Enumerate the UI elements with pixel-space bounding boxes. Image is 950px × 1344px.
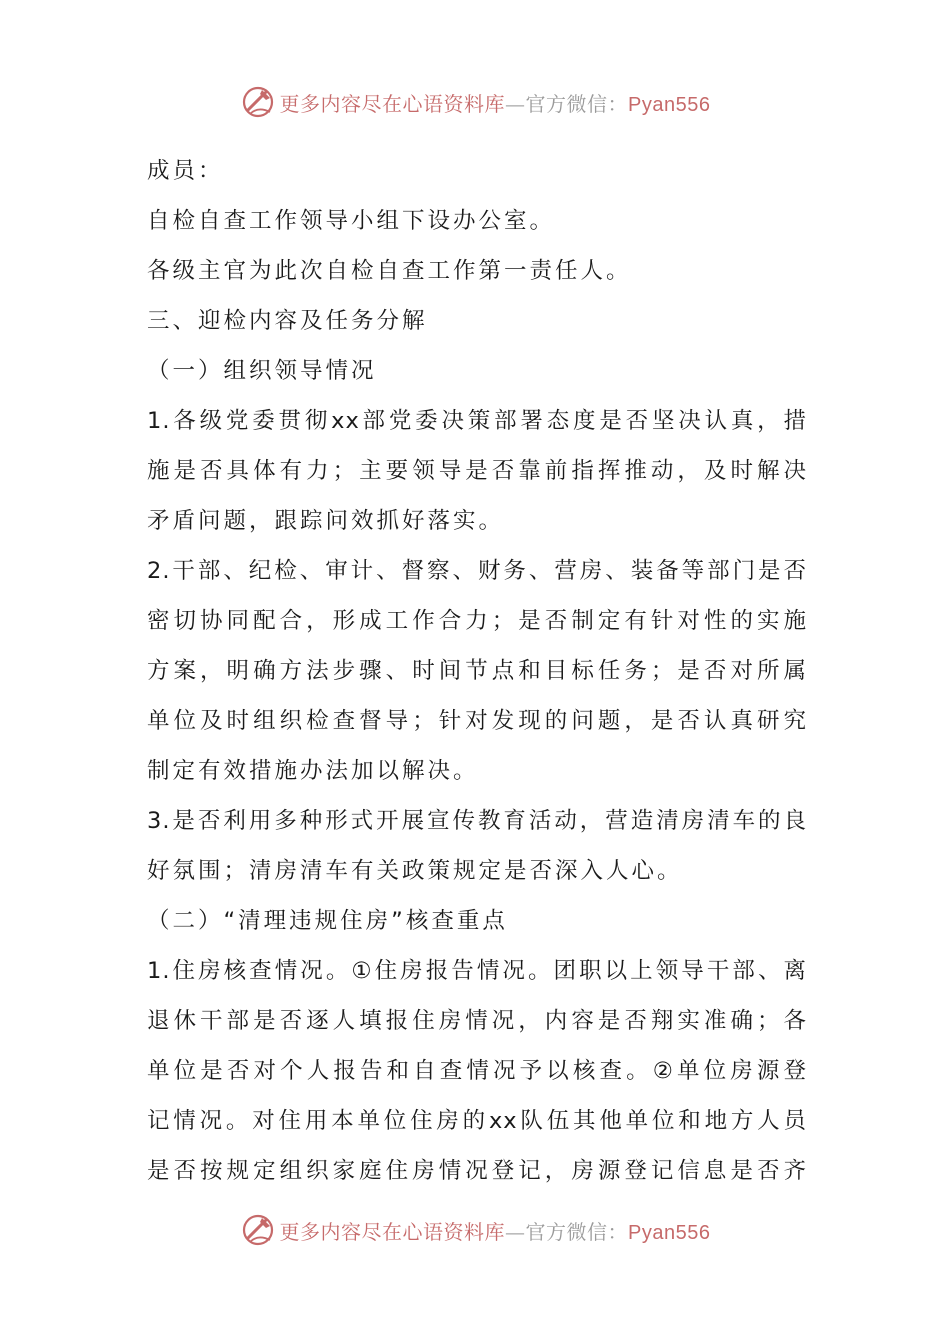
pen-logo-icon: [240, 1212, 276, 1248]
text-line: 自检自查工作领导小组下设办公室。: [147, 208, 556, 234]
text-line: 方案，明确方法步骤、时间节点和目标任务；是否对所属: [147, 658, 807, 684]
header-watermark: [0, 80, 950, 124]
document-body: [147, 146, 807, 1196]
text-line: 制定有效措施办法加以解决。: [147, 758, 479, 784]
text-line: 施是否具体有力；主要领导是否靠前指挥推动，及时解决: [147, 458, 807, 484]
watermark-label: 官方微信：: [525, 1219, 629, 1244]
text-line: 各级主官为此次自检自查工作第一责任人。: [147, 258, 632, 284]
footer-watermark: [0, 1208, 950, 1252]
watermark-dash: —: [505, 91, 526, 116]
text-line: 1.各级党委贯彻xx部党委决策部署态度是否坚决认真，措: [147, 408, 807, 434]
text-line: 好氛围；清房清车有关政策规定是否深入人心。: [147, 858, 683, 884]
text-line: 单位及时组织检查督导；针对发现的问题，是否认真研究: [147, 708, 807, 734]
watermark-text: [280, 88, 711, 117]
text-line: 1.住房核查情况。①住房报告情况。团职以上领导干部、离: [147, 958, 807, 984]
text-line: 密切协同配合，形成工作合力；是否制定有针对性的实施: [147, 608, 807, 634]
text-line: 3.是否利用多种形式开展宣传教育活动，营造清房清车的良: [147, 808, 807, 834]
watermark-main: 更多内容尽在心语资料库: [279, 91, 506, 116]
text-line: 是否按规定组织家庭住房情况登记，房源登记信息是否齐: [147, 1158, 807, 1184]
pen-logo-icon: [240, 84, 276, 120]
watermark-label: 官方微信：: [525, 91, 629, 116]
text-line: 单位是否对个人报告和自查情况予以核查。②单位房源登: [147, 1058, 807, 1084]
text-line: 记情况。对住用本单位住房的xx队伍其他单位和地方人员: [147, 1108, 807, 1134]
text-line: 矛盾问题，跟踪问效抓好落实。: [147, 508, 505, 534]
text-line: 退休干部是否逐人填报住房情况，内容是否翔实准确；各: [147, 1008, 807, 1034]
watermark-main: 更多内容尽在心语资料库: [279, 1219, 506, 1244]
watermark-text: [280, 1216, 711, 1245]
watermark-id: Pyan556: [628, 1221, 711, 1244]
text-line: 成员：: [147, 158, 224, 184]
text-line: 2.干部、纪检、审计、督察、财务、营房、装备等部门是否: [147, 558, 807, 584]
text-line: （二）“清理违规住房”核查重点: [147, 908, 508, 934]
watermark-id: Pyan556: [628, 93, 711, 116]
watermark-dash: —: [505, 1219, 526, 1244]
text-line: （一）组织领导情况: [147, 358, 377, 384]
text-line: 三、迎检内容及任务分解: [147, 308, 428, 334]
